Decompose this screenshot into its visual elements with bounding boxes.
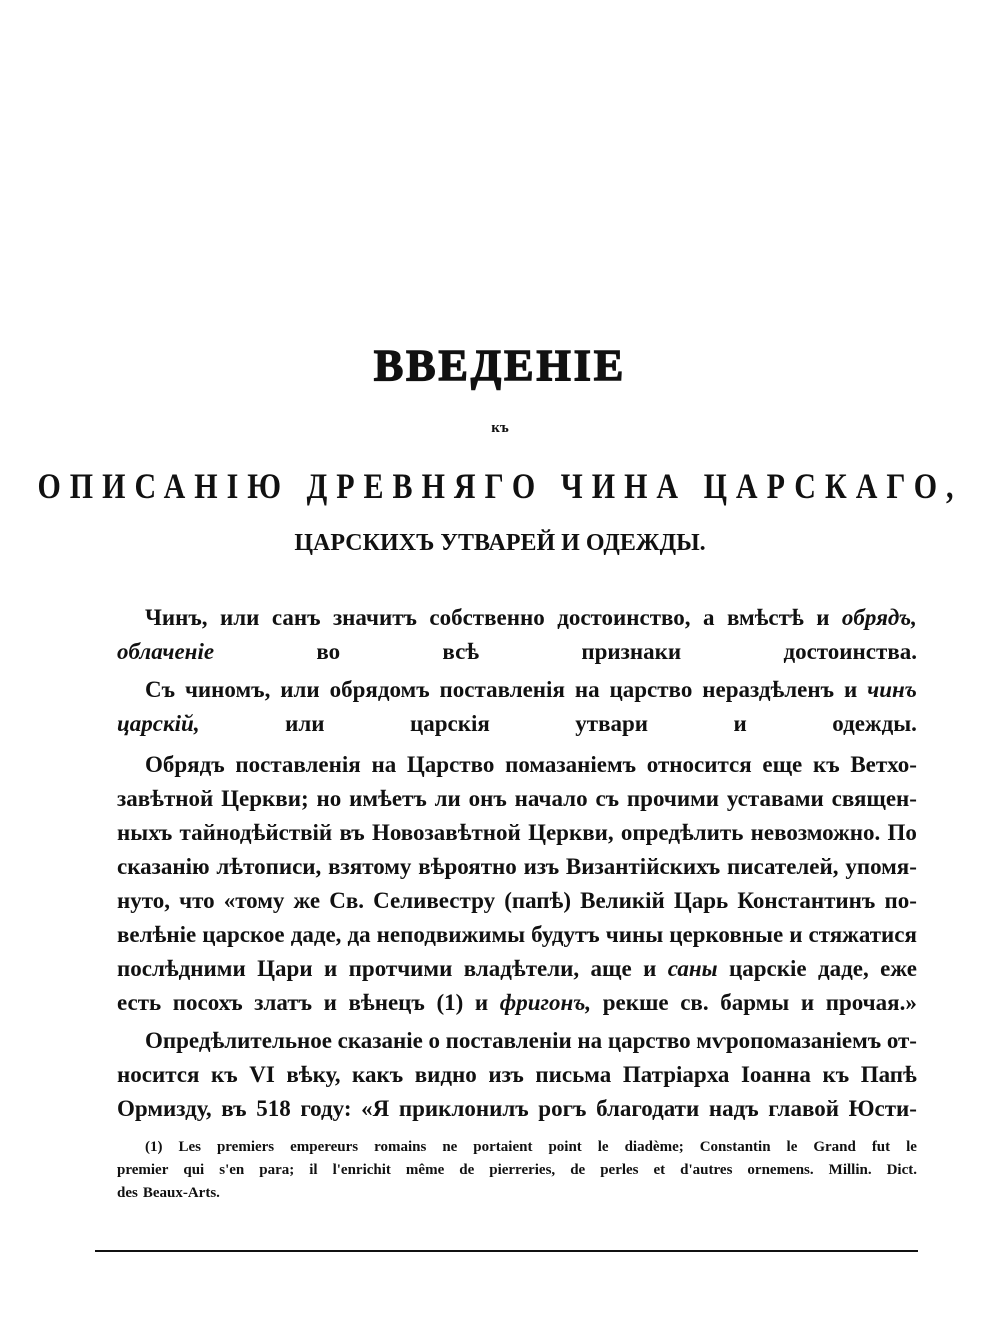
text-line — [117, 988, 917, 1018]
word: Папѣ — [860, 1062, 917, 1087]
word: собственно — [429, 605, 545, 630]
word: опредѣлить — [620, 820, 744, 845]
word: даде, — [818, 956, 869, 981]
text-line — [117, 852, 917, 882]
word: да — [347, 922, 371, 947]
word: чиномъ, — [184, 677, 271, 702]
word: изъ — [488, 1062, 524, 1087]
word: Beaux-Arts. — [142, 1185, 220, 1201]
word: il — [309, 1162, 318, 1178]
word: священ- — [831, 786, 917, 811]
word: церковные — [669, 922, 784, 947]
word: Церкви; — [221, 786, 309, 811]
page-bottom-rule — [95, 1250, 918, 1252]
text-line — [145, 750, 917, 780]
word: какъ — [352, 1062, 404, 1087]
word: нуто, — [117, 888, 170, 913]
word: Ормизду, — [117, 1096, 212, 1121]
word: Константинъ — [737, 888, 876, 913]
word: фригонъ, — [499, 990, 592, 1015]
word: на — [577, 1028, 603, 1053]
word: le — [786, 1139, 798, 1155]
word: и — [816, 605, 830, 630]
word: «Я — [361, 1096, 390, 1121]
word: point — [548, 1139, 582, 1155]
word: бармы — [720, 990, 790, 1015]
word: или — [219, 605, 260, 630]
footnote-line — [117, 1185, 220, 1202]
text-line — [117, 709, 917, 739]
word: поставленія — [439, 677, 565, 702]
footnote-line — [117, 1162, 917, 1179]
word: лѣтописи, — [216, 854, 322, 879]
word: Millin. — [828, 1162, 872, 1178]
text-line — [117, 1060, 917, 1090]
word: же — [293, 888, 321, 913]
word: еще — [762, 752, 803, 777]
word: велѣніе — [117, 922, 197, 947]
word: а — [703, 605, 715, 630]
word: от- — [886, 1028, 917, 1053]
word: нераздѣленъ — [702, 677, 835, 702]
word: и — [733, 711, 747, 736]
word: Grand — [813, 1139, 856, 1155]
word: обрядомъ — [329, 677, 430, 702]
word: достоинства. — [783, 639, 917, 664]
word: Великій — [580, 888, 665, 913]
word: (1) — [145, 1139, 163, 1155]
word: ornemens. — [747, 1162, 814, 1178]
word: (1) — [436, 990, 464, 1015]
word: Чинъ, — [145, 605, 208, 630]
word: прочая.» — [825, 990, 917, 1015]
word: утвари — [575, 711, 649, 736]
word: къ — [812, 752, 840, 777]
text-line — [145, 675, 917, 705]
word: вѣроятно — [418, 854, 517, 879]
word: одежды. — [832, 711, 917, 736]
text-line — [117, 920, 917, 950]
word: посохъ — [172, 990, 243, 1015]
word: pierreries, — [489, 1162, 556, 1178]
word: прочими — [626, 786, 720, 811]
word: тайнодѣйствій — [179, 820, 333, 845]
word: изъ — [523, 854, 560, 879]
word: Les — [178, 1139, 201, 1155]
word: протчими — [348, 956, 453, 981]
word: и — [323, 990, 337, 1015]
word: des — [117, 1185, 138, 1201]
text-line — [145, 1026, 917, 1056]
word: помазаніемъ — [505, 752, 637, 777]
word: въ — [221, 1096, 247, 1121]
word: имѣетъ — [349, 786, 427, 811]
word: или — [280, 677, 320, 702]
word: относится — [646, 752, 752, 777]
word: сказанію — [117, 854, 210, 879]
word: что — [179, 888, 215, 913]
word: царскіе — [729, 956, 807, 981]
word: Constantin — [699, 1139, 771, 1155]
word: о — [428, 1028, 440, 1053]
word: и — [474, 990, 489, 1015]
word: и — [800, 990, 815, 1015]
chapter-subtitle: ОПИСАНІЮ ДРЕВНЯГО ЧИНА ЦАРСКАГО, — [37, 466, 963, 507]
word: еже — [880, 956, 917, 981]
word: но — [316, 786, 342, 811]
word: признаки — [581, 639, 682, 664]
word: По — [887, 820, 917, 845]
word: видно — [414, 1062, 477, 1087]
word: носится — [117, 1062, 200, 1087]
word: съ — [595, 786, 620, 811]
word: на — [371, 752, 397, 777]
word: есть — [117, 990, 162, 1015]
word: чины — [605, 922, 664, 947]
text-line — [117, 818, 917, 848]
word: Юсти- — [848, 1096, 917, 1121]
word: fut — [871, 1139, 891, 1155]
word: послѣдними — [117, 956, 246, 981]
word: мѵропомазаніемъ — [696, 1028, 882, 1053]
word: надъ — [708, 1096, 759, 1121]
word: чинъ — [867, 677, 917, 702]
word: qui — [183, 1162, 205, 1178]
word: Обрядъ — [145, 752, 225, 777]
word: златъ — [254, 990, 313, 1015]
word: VI — [249, 1062, 275, 1087]
text-line — [117, 784, 917, 814]
word: Церкви, — [528, 820, 614, 845]
word: и — [323, 956, 338, 981]
word: облаченіе — [117, 639, 215, 664]
chapter-subtitle-preposition: къ — [491, 420, 509, 436]
word: Византійскихъ — [565, 854, 721, 879]
word: по- — [884, 888, 917, 913]
word: вѣнецъ — [348, 990, 425, 1015]
word: Селивестру — [373, 888, 496, 913]
word: завѣтной — [117, 786, 214, 811]
word: саны — [667, 956, 718, 981]
word: Патріарха — [622, 1062, 730, 1087]
word: même — [405, 1162, 445, 1178]
word: premiers — [216, 1139, 275, 1155]
word: св. — [680, 990, 709, 1015]
text-line — [145, 603, 917, 633]
word: empereurs — [290, 1139, 359, 1155]
word: para; — [259, 1162, 295, 1178]
word: къ — [211, 1062, 238, 1087]
chapter-title: ВВЕДЕНІЕ — [373, 341, 627, 390]
word: сказаніе — [337, 1028, 423, 1053]
word: невозможно. — [750, 820, 881, 845]
word: Ветхо- — [850, 752, 917, 777]
word: portaient — [473, 1139, 533, 1155]
word: рогъ — [538, 1096, 587, 1121]
word: Цари — [257, 956, 313, 981]
word: аще — [590, 956, 632, 981]
word: царское — [202, 922, 285, 947]
word: санъ — [271, 605, 321, 630]
word: достоинство, — [557, 605, 691, 630]
text-line — [117, 954, 917, 984]
word: онъ — [468, 786, 507, 811]
word: de — [570, 1162, 586, 1178]
word: (папѣ) — [504, 888, 572, 913]
word: упомя- — [845, 854, 917, 879]
word: et — [653, 1162, 666, 1178]
word: рекше — [602, 990, 669, 1015]
word: письма — [535, 1062, 612, 1087]
word: d'autres — [680, 1162, 733, 1178]
word: обрядъ, — [841, 605, 917, 630]
word: даде, — [290, 922, 342, 947]
word: Царство — [406, 752, 495, 777]
word: Dict. — [886, 1162, 917, 1178]
word: царство — [607, 1028, 691, 1053]
word: поставленіи — [445, 1028, 572, 1053]
word: premier — [117, 1162, 169, 1178]
word: неподвижимы — [376, 922, 526, 947]
word: Съ — [145, 677, 176, 702]
word: perles — [600, 1162, 639, 1178]
word: къ — [822, 1062, 850, 1087]
word: писателей, — [727, 854, 839, 879]
word: и — [843, 677, 858, 702]
word: царскій, — [117, 711, 200, 736]
word: стяжатися — [808, 922, 917, 947]
word: въ — [339, 820, 365, 845]
word: уставами — [726, 786, 824, 811]
word: ne — [442, 1139, 458, 1155]
word: Новозавѣтной — [371, 820, 521, 845]
word: de — [459, 1162, 475, 1178]
word: s'en — [219, 1162, 245, 1178]
word: «тому — [223, 888, 285, 913]
word: Опредѣлительное — [145, 1028, 332, 1053]
word: и — [789, 922, 803, 947]
word: на — [574, 677, 600, 702]
word: всѣ — [442, 639, 480, 664]
word: приклонилъ — [398, 1096, 529, 1121]
word: благодати — [596, 1096, 700, 1121]
word: во — [316, 639, 341, 664]
word: Св. — [329, 888, 365, 913]
word: царскія — [409, 711, 490, 736]
text-line — [117, 637, 917, 667]
word: ли — [434, 786, 461, 811]
word: взятому — [328, 854, 412, 879]
word: romains — [374, 1139, 427, 1155]
word: Царь — [673, 888, 729, 913]
word: le — [906, 1139, 917, 1155]
word: вмѣстѣ — [726, 605, 804, 630]
footnote-line — [145, 1139, 917, 1156]
text-line — [117, 886, 917, 916]
word: главой — [768, 1096, 839, 1121]
word: будутъ — [531, 922, 600, 947]
word: le — [597, 1139, 609, 1155]
text-line — [117, 1094, 917, 1124]
chapter-subtitle-second: ЦАРСКИХЪ УТВАРЕЙ И ОДЕЖДЫ. — [294, 530, 706, 556]
word: значитъ — [332, 605, 417, 630]
word: владѣтели, — [463, 956, 580, 981]
word: царство — [609, 677, 693, 702]
word: и — [643, 956, 657, 981]
word: поставленія — [235, 752, 361, 777]
word: 518 — [256, 1096, 291, 1121]
word: Іоанна — [740, 1062, 811, 1087]
word: ныхъ — [117, 820, 173, 845]
word: году: — [300, 1096, 352, 1121]
word: начало — [514, 786, 588, 811]
word: diadème; — [624, 1139, 684, 1155]
word: или — [285, 711, 325, 736]
word: l'enrichit — [332, 1162, 391, 1178]
word: вѣку, — [286, 1062, 341, 1087]
